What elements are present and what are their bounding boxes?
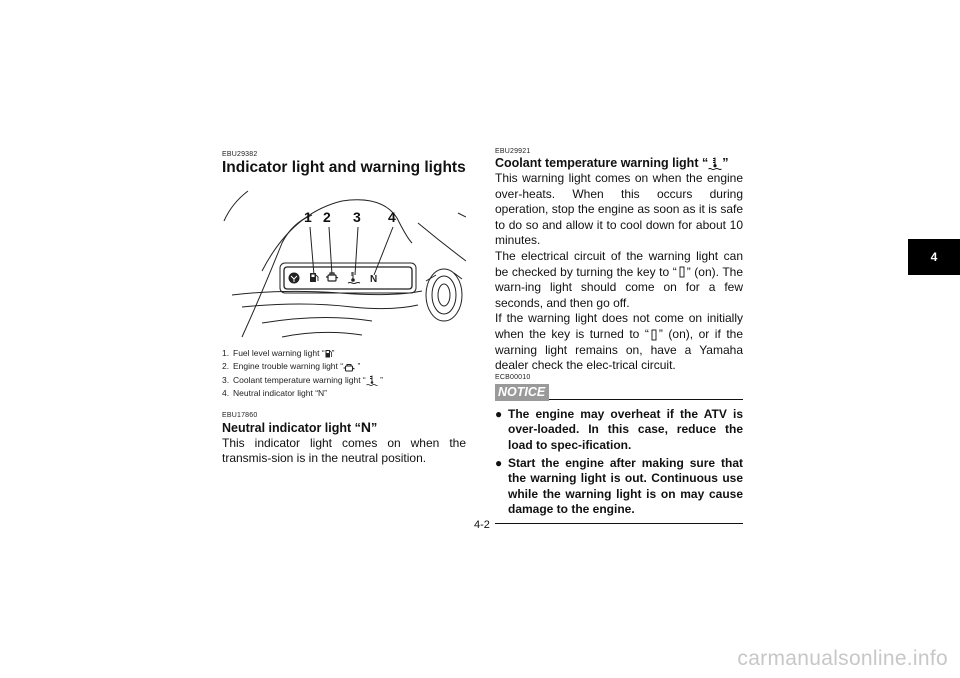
- bullet-icon: ●: [495, 455, 503, 470]
- callout-4: 4: [388, 209, 396, 225]
- coolant-thermometer-icon: [348, 272, 360, 284]
- left-column: [222, 151, 466, 467]
- notice-item: ● The engine may overheat if the ATV is over-loaded. In this case, reduce the load to spec-ification.: [495, 406, 743, 452]
- notice-code: ECB00010: [495, 373, 531, 381]
- notice-end-rule: [495, 523, 743, 524]
- notice-list: [495, 407, 743, 518]
- chapter-tab: 4: [908, 239, 960, 275]
- caption-row: [222, 347, 466, 360]
- neutral-symbol: N: [360, 418, 372, 435]
- page-number: 4-2: [474, 519, 490, 531]
- dashboard-illustration: [222, 183, 466, 339]
- section-code: EBU17860: [222, 411, 258, 419]
- key-on-icon: [649, 329, 659, 341]
- caption-text: Neutral indicator light “N”: [233, 388, 328, 399]
- watermark: carmanualsonline.info: [737, 647, 948, 670]
- figure-captions: [222, 347, 466, 401]
- coolant-paragraph-2: The electrical circuit of the warning light can be checked by turning the key to “ ” (on). The warn-ing light should come on for a few seconds, and then go off.: [495, 248, 743, 310]
- fuel-pump-icon: [310, 273, 318, 282]
- caption-row: [222, 374, 466, 387]
- section-code: EBU29382: [222, 151, 258, 158]
- caption-number: 4.: [222, 388, 230, 399]
- caption-text: Fuel level warning light “ ”: [233, 348, 335, 358]
- coolant-thermometer-icon: [708, 157, 722, 170]
- neutral-panel-letter: N: [370, 274, 378, 285]
- callout-1: 1: [304, 209, 312, 225]
- fuel-pump-icon: [325, 349, 332, 358]
- key-on-icon: [677, 266, 687, 278]
- caption-row: [222, 387, 466, 400]
- right-column: [495, 148, 743, 524]
- neutral-section: [222, 412, 466, 467]
- caption-number: 2.: [222, 361, 230, 372]
- caption-row: [222, 360, 466, 373]
- engine-icon: [343, 363, 355, 372]
- notice-header: [495, 384, 743, 401]
- notice-item: ● Start the engine after making sure that the warning light is out. Continuous use while the warning light is on may cause damage to the engine.: [495, 455, 743, 517]
- callout-3: 3: [353, 209, 361, 225]
- section-heading: Indicator light and warning lights: [222, 159, 466, 176]
- caption-number: 3.: [222, 374, 230, 385]
- caption-text: Engine trouble warning light “ ”: [233, 361, 361, 372]
- yamaha-logo-icon: [289, 273, 300, 284]
- notice-label: NOTICE: [495, 384, 549, 401]
- notice-rule: [549, 399, 743, 400]
- bullet-icon: ●: [495, 406, 503, 421]
- section-code: EBU29921: [495, 148, 531, 155]
- caption-number: 1.: [222, 348, 230, 358]
- coolant-paragraph-1: This warning light comes on when the engine over-heats. When this occurs during operation, stop the engine as soon as it is safe to do so and allow it to cool down for about 10 minutes.: [495, 171, 743, 248]
- caption-text: Coolant temperature warning light “ ”: [233, 374, 383, 385]
- callout-2: 2: [323, 209, 331, 225]
- coolant-heading: Coolant temperature warning light “ ”: [495, 156, 729, 170]
- coolant-paragraph-3: If the warning light does not come on initially when the key is turned to “ ” (on), or if the warning light remains on, have a Yamaha dealer check the elec-trical circuit.: [495, 311, 744, 373]
- dashboard-drawing: [222, 183, 466, 339]
- neutral-description: This indicator light comes on when the transmis-sion is in the neutral position.: [222, 435, 466, 466]
- neutral-heading: Neutral indicator light “N”: [222, 418, 378, 435]
- coolant-thermometer-icon: [366, 375, 378, 386]
